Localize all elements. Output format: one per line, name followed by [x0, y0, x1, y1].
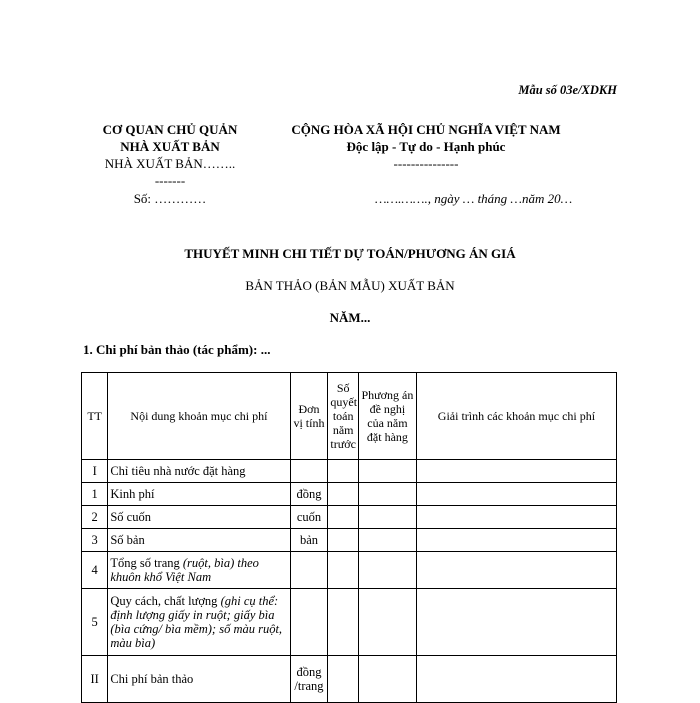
- header-explanation: Giải trình các khoản mục chi phí: [416, 373, 616, 460]
- header-tt: TT: [82, 373, 108, 460]
- document-number: Số: …………: [133, 191, 207, 206]
- row-unit: đồng /trang: [290, 656, 328, 703]
- row-explanation: [416, 589, 616, 656]
- row-explanation: [416, 656, 616, 703]
- table-row: [82, 656, 617, 703]
- row-explanation: [416, 483, 616, 506]
- agency-line-1: CƠ QUAN CHỦ QUẢN: [102, 122, 238, 137]
- country-name: CỘNG HÒA XÃ HỘI CHỦ NGHĨA VIỆT NAM: [291, 122, 561, 137]
- document-year: NĂM...: [329, 310, 371, 325]
- row-content: [108, 589, 290, 656]
- agency-line-2: NHÀ XUẤT BẢN: [120, 139, 220, 154]
- row-prev-year: [328, 460, 359, 483]
- form-code: Mẫu số 03e/XDKH: [518, 83, 617, 97]
- row-unit: [290, 552, 328, 589]
- row-unit: [290, 589, 328, 656]
- agency-divider: -------: [154, 173, 186, 188]
- section-heading: 1. Chi phí bản thảo (tác phẩm): ...: [83, 342, 271, 357]
- row-proposal: [358, 483, 416, 506]
- row-proposal: [358, 506, 416, 529]
- table-row: [82, 529, 617, 552]
- row-tt: 1: [82, 483, 108, 506]
- motto: Độc lập - Tự do - Hạnh phúc: [346, 139, 506, 154]
- row-content: [108, 552, 290, 589]
- row-explanation: [416, 460, 616, 483]
- row-proposal: [358, 460, 416, 483]
- table-header-row: [82, 373, 617, 460]
- row-content: Số bản: [108, 529, 290, 552]
- row-tt: I: [82, 460, 108, 483]
- header-unit: Đơn vị tính: [290, 373, 328, 460]
- motto-divider: ---------------: [393, 156, 459, 171]
- document-title: THUYẾT MINH CHI TIẾT DỰ TOÁN/PHƯƠNG ÁN GIÁ: [184, 246, 516, 261]
- row-content-main: Tổng số trang: [110, 556, 183, 570]
- row-proposal: [358, 529, 416, 552]
- document-subtitle: BẢN THẢO (BẢN MẪU) XUẤT BẢN: [245, 278, 455, 293]
- row-tt: 4: [82, 552, 108, 589]
- row-unit: đồng: [290, 483, 328, 506]
- row-explanation: [416, 506, 616, 529]
- table-row: [82, 460, 617, 483]
- row-proposal: [358, 656, 416, 703]
- table-row: [82, 552, 617, 589]
- table-row: [82, 483, 617, 506]
- row-proposal: [358, 589, 416, 656]
- row-proposal: [358, 552, 416, 589]
- row-unit: cuốn: [290, 506, 328, 529]
- row-content-main: Quy cách, chất lượng: [110, 594, 221, 608]
- issuing-agency-block: [85, 121, 255, 189]
- row-content: Chi phí bản thảo: [108, 656, 290, 703]
- row-prev-year: [328, 552, 359, 589]
- row-explanation: [416, 552, 616, 589]
- table-row: [82, 506, 617, 529]
- row-unit: [290, 460, 328, 483]
- row-content: Kinh phí: [108, 483, 290, 506]
- row-prev-year: [328, 589, 359, 656]
- row-unit: bản: [290, 529, 328, 552]
- row-prev-year: [328, 529, 359, 552]
- row-content-note: (ruột, bìa) theo khuôn khổ Việt Nam: [110, 556, 259, 584]
- table-row: [82, 589, 617, 656]
- cost-table: [81, 372, 617, 703]
- row-explanation: [416, 529, 616, 552]
- row-prev-year: [328, 483, 359, 506]
- agency-line-3: NHÀ XUẤT BẢN……..: [104, 156, 236, 171]
- row-tt: II: [82, 656, 108, 703]
- row-prev-year: [328, 656, 359, 703]
- document-date: …….……., ngày … tháng …năm 20…: [375, 191, 573, 206]
- national-motto-block: [268, 121, 584, 172]
- row-tt: 3: [82, 529, 108, 552]
- row-tt: 2: [82, 506, 108, 529]
- row-content: Chỉ tiêu nhà nước đặt hàng: [108, 460, 290, 483]
- row-content-note: (ghi cụ thể: định lượng giấy in ruột; giấy bìa (bìa cứng/ bìa mềm); số màu ruột, màu bìa): [110, 594, 283, 650]
- header-proposal: Phương án đề nghị của năm đặt hàng: [358, 373, 416, 460]
- row-tt: 5: [82, 589, 108, 656]
- row-content: Số cuốn: [108, 506, 290, 529]
- header-prev-year: Số quyết toán năm trước: [328, 373, 359, 460]
- row-prev-year: [328, 506, 359, 529]
- header-content: Nội dung khoản mục chi phí: [108, 373, 290, 460]
